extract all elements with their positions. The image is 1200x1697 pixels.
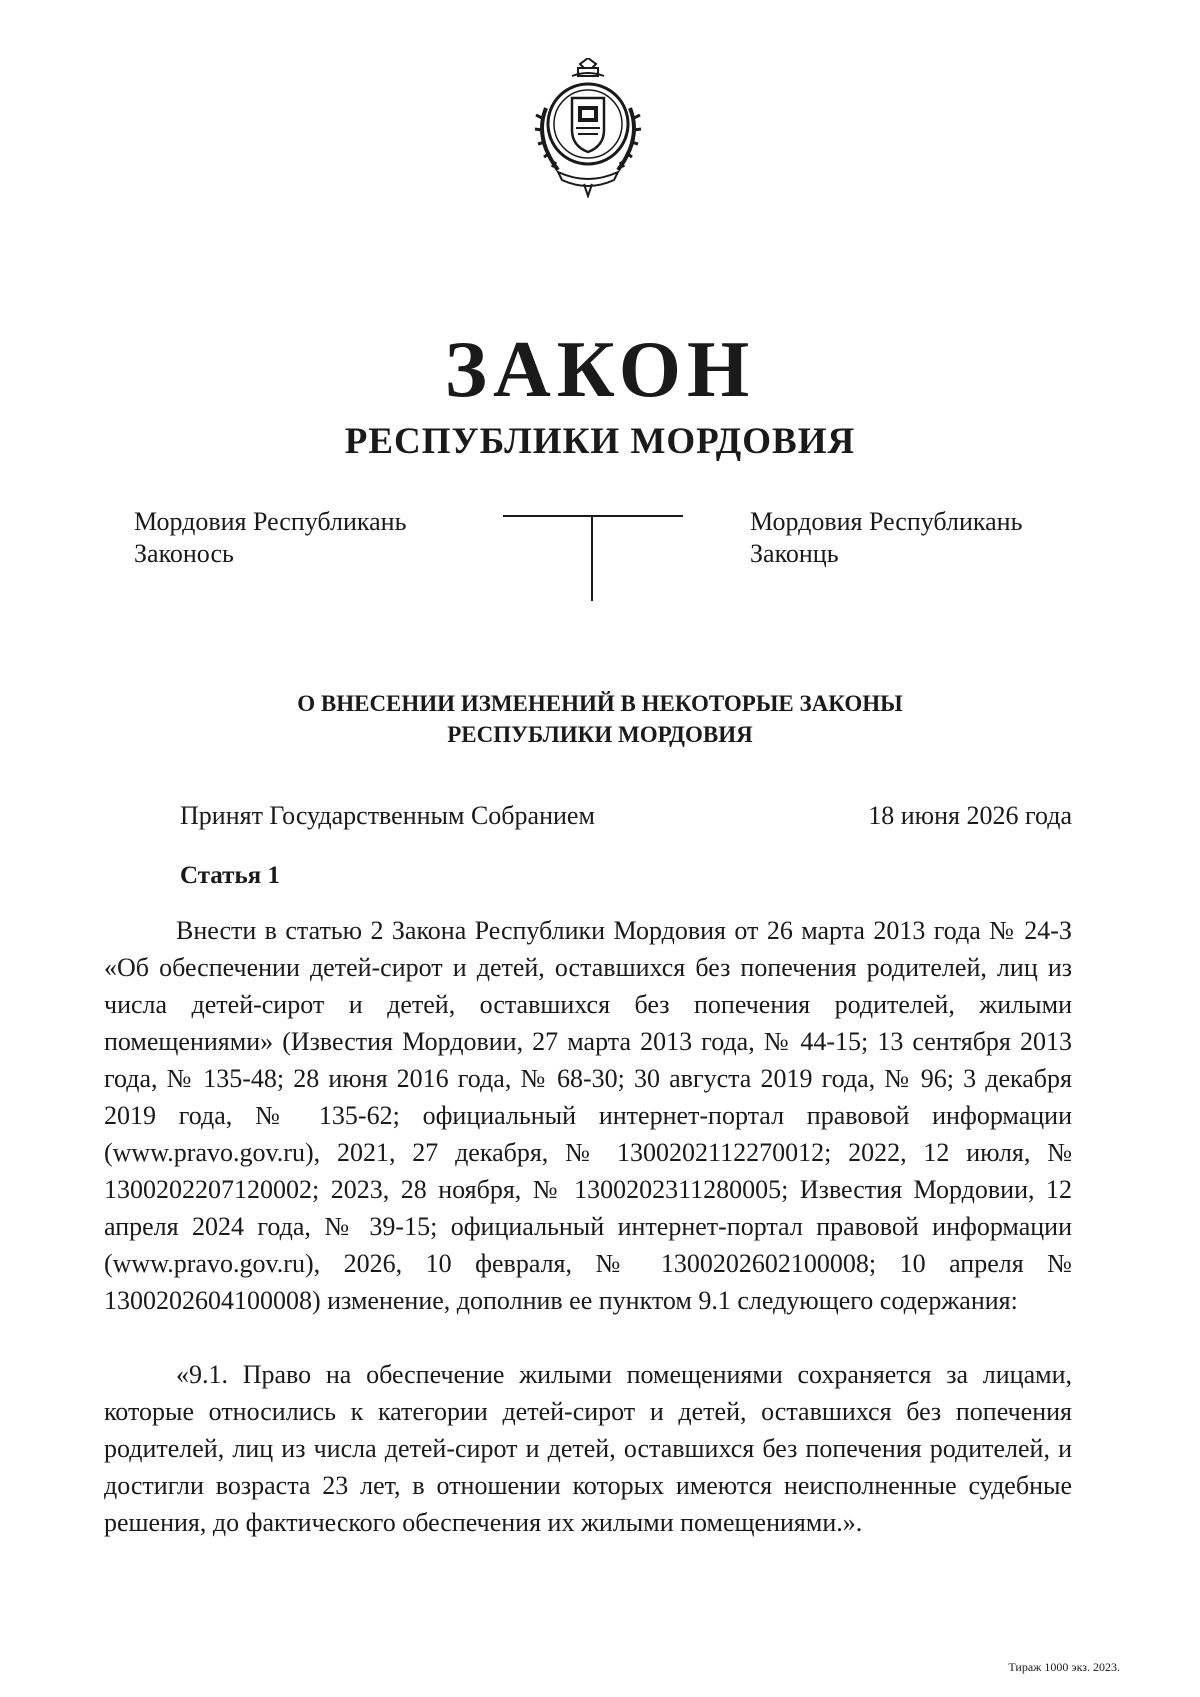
article-paragraph-amendment: «9.1. Право на обеспечение жилыми помещениями сохраняется за лицами, которые относились к категории детей-сирот и детей, оставшихся без попечения родителей, лиц из числа детей-сирот и детей, оставшихся без попечения родителей, и достигли возраста 23 лет, в отношении которых имеются неисполненные судебные решения, до фактического обеспечения их жилыми помещениями.». — [104, 1360, 1072, 1537]
adopted-date: 18 июня 2026 года — [868, 801, 1072, 830]
mordovian-erzya-heading — [750, 506, 1022, 570]
document-title: ЗАКОН — [444, 326, 756, 414]
header-divider-vertical — [591, 515, 593, 601]
lang-left-line1: Мордовия Республикань — [134, 507, 407, 536]
lang-left-line2: Законось — [134, 539, 234, 568]
mordovian-moksha-heading — [134, 506, 406, 570]
document-subtitle: РЕСПУБЛИКИ МОРДОВИЯ — [344, 421, 856, 462]
article-paragraph: Внести в статью 2 Закона Республики Мордовия от 26 марта 2013 года № 24-З «Об обеспечении детей-сирот и детей, оставшихся без попечения родителей, лиц из числа детей-сирот и детей, оставшихся без попечения родителей, жилыми помещениями» (Известия Мордовии, 27 марта 2013 года, № 44-15; 13 сентября 2013 года, № 135-48; 28 июня 2016 года, № 68-30; 30 августа 2019 года, № 96; 3 декабря 2019 года, № 135-62; официальный интернет-портал правовой информации (www.pravo.gov.ru), 2021, 27 декабря, № 1300202112270012; 2022, 12 июля, № 1300202207120002; 2023, 28 ноября, № 1300202311280005; Известия Мордовии, 12 апреля 2024 года, № 39-15; официальный интернет-портал правовой информации (www.pravo.gov.ru), 2026, 10 февраля, № 1300202602100008; 10 апреля № 1300202604100008) изменение, дополнив ее пунктом 9.1 следующего содержания: — [104, 916, 1072, 1315]
lang-right-line2: Законць — [750, 539, 839, 568]
print-run-note: Тираж 1000 экз. 2023. — [1008, 1660, 1120, 1674]
article-heading: Статья 1 — [180, 862, 280, 889]
adopted-by: Принят Государственным Собранием — [180, 801, 595, 830]
law-title — [0, 688, 1200, 750]
law-title-line2: РЕСПУБЛИКИ МОРДОВИЯ — [447, 722, 753, 747]
law-title-line1: О ВНЕСЕНИИ ИЗМЕНЕНИЙ В НЕКОТОРЫЕ ЗАКОНЫ — [297, 691, 903, 716]
coat-of-arms-emblem — [528, 58, 648, 198]
header-divider-horizontal — [503, 515, 683, 517]
lang-right-line1: Мордовия Республикань — [750, 507, 1023, 536]
